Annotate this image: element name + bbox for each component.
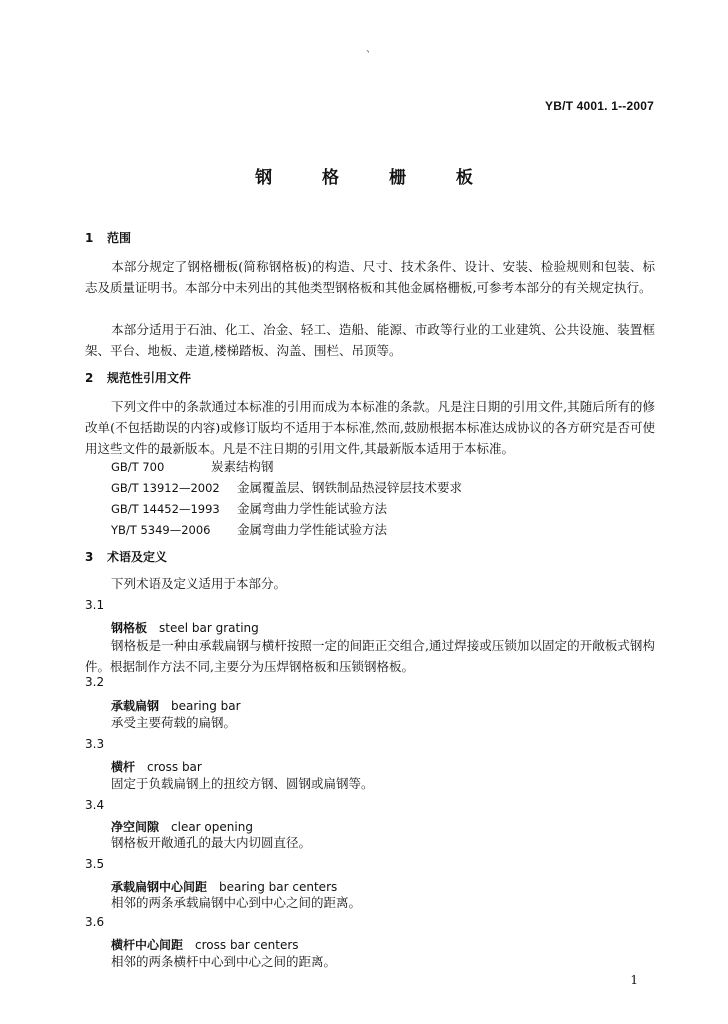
section-2-heading xyxy=(85,369,191,386)
section-3-number: 3 xyxy=(85,550,94,564)
section-3-intro: 下列术语及定义适用于本部分。 xyxy=(111,576,287,591)
document-title: 钢 格 栅 板 xyxy=(255,168,495,188)
section-1-number: 1 xyxy=(85,231,94,245)
term-definition: 钢格板是一种由承载扁钢与横杆按照一定的间距正交组合,通过焊接或压锁加以固定的开敞板式钢构件。根据制作方法不同,主要分为压焊钢格板和压锁钢格板。 xyxy=(85,638,655,674)
clause-number: 3.5 xyxy=(85,857,105,871)
reference-item: GB/T 13912—2002 金属覆盖层、钢铁制品热浸锌层技术要求 xyxy=(111,480,463,495)
clause-number: 3.2 xyxy=(85,675,105,689)
term-definition: 固定于负载扁钢上的扭绞方钢、圆钢或扁钢等。 xyxy=(111,776,374,791)
clause-number: 3.3 xyxy=(85,737,105,751)
term-entry: 钢格板 steel bar grating xyxy=(111,621,259,635)
section-1-title: 范围 xyxy=(107,231,132,245)
term-entry: 承载扁钢中心间距 bearing bar centers xyxy=(111,880,338,894)
clause-number: 3.4 xyxy=(85,798,105,812)
clause-number: 3.1 xyxy=(85,598,105,612)
section-2-number: 2 xyxy=(85,371,94,385)
section-1-heading xyxy=(85,229,131,246)
section-2-paragraph: 下列文件中的条款通过本标准的引用而成为本标准的条款。凡是注日期的引用文件,其随后所有的修改单(不包括勘误的内容)或修订版均不适用于本标准,然而,鼓励根据本标准达成协议的各方研究是否可使用这些文件的最新版本。凡是不注日期的引用文件,其最新版本适用于本标准。 xyxy=(85,399,655,456)
term-entry: 横杆 cross bar xyxy=(111,760,202,774)
term-entry: 净空间隙 clear opening xyxy=(111,820,253,834)
page-number: 1 xyxy=(630,973,638,987)
term-entry: 横杆中心间距 cross bar centers xyxy=(111,938,299,952)
section-2-title: 规范性引用文件 xyxy=(107,371,192,385)
header-mark: 、 xyxy=(366,44,376,55)
section-1-paragraph-1: 本部分规定了钢格栅板(简称钢格板)的构造、尺寸、技术条件、设计、安装、检验规则和包装、标志及质量证明书。本部分中未列出的其他类型钢格板和其他金属格栅板,可参考本部分的有关规定执行。 xyxy=(85,259,655,295)
standard-number: YB/T 4001. 1--2007 xyxy=(545,99,654,113)
section-3-heading xyxy=(85,548,167,565)
term-definition: 相邻的两条承载扁钢中心到中心之间的距离。 xyxy=(111,895,362,910)
clause-number: 3.6 xyxy=(85,915,105,929)
term-entry: 承载扁钢 bearing bar xyxy=(111,699,241,713)
term-definition: 钢格板开敞通孔的最大内切圆直径。 xyxy=(111,835,312,850)
term-definition: 相邻的两条横杆中心到中心之间的距离。 xyxy=(111,954,337,969)
section-3-title: 术语及定义 xyxy=(107,550,168,564)
reference-item: YB/T 5349—2006 金属弯曲力学性能试验方法 xyxy=(111,522,388,537)
section-1-paragraph-2: 本部分适用于石油、化工、冶金、轻工、造船、能源、市政等行业的工业建筑、公共设施、装置框架、平台、地板、走道,楼梯踏板、沟盖、围栏、吊顶等。 xyxy=(85,322,655,358)
reference-item: GB/T 700 炭素结构钢 xyxy=(111,459,274,474)
reference-item: GB/T 14452—1993 金属弯曲力学性能试验方法 xyxy=(111,501,388,516)
term-definition: 承受主要荷载的扁钢。 xyxy=(111,715,237,730)
